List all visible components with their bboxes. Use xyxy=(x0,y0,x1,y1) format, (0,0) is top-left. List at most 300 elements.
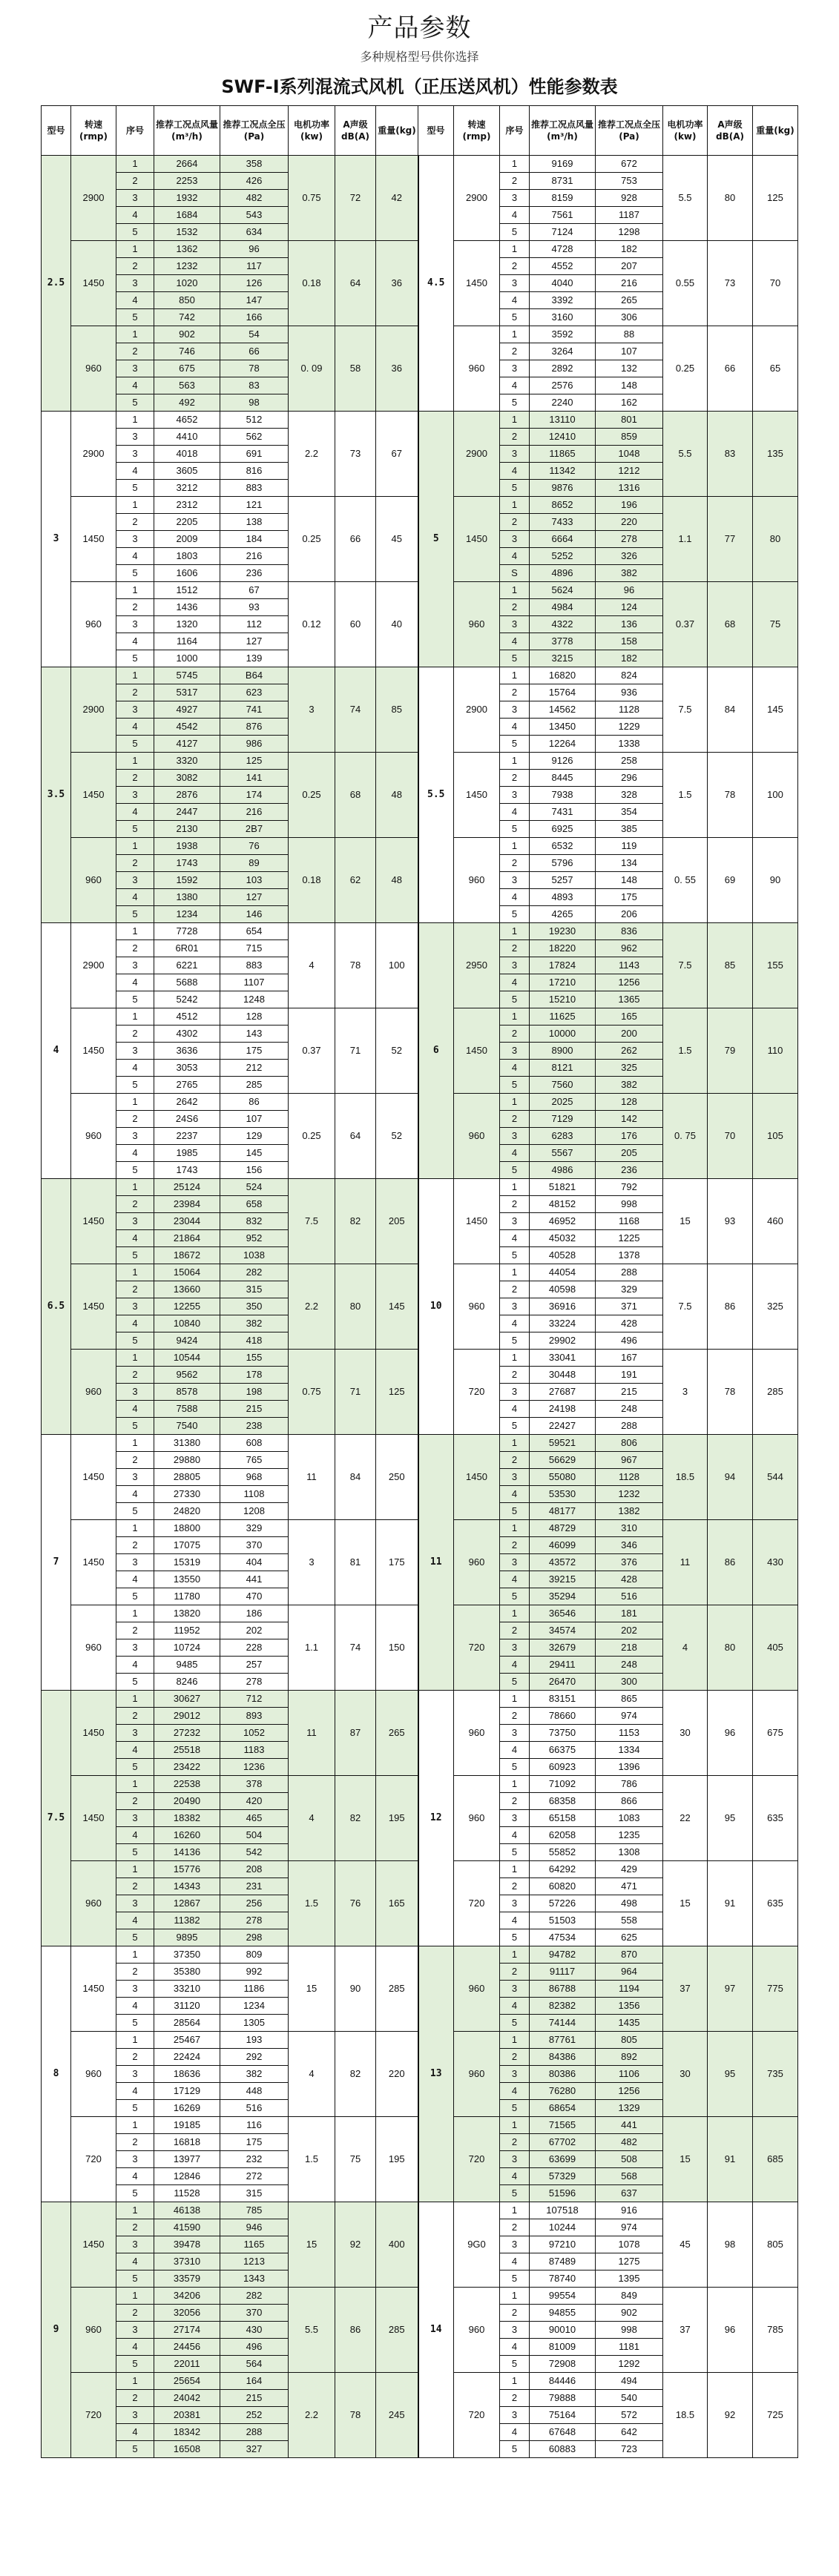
index-cell: 5 xyxy=(500,1077,530,1094)
airflow-cell: 11528 xyxy=(154,2185,220,2202)
index-cell: 2 xyxy=(116,940,154,957)
airflow-cell: 34574 xyxy=(530,1622,596,1639)
airflow-cell: 16260 xyxy=(154,1827,220,1844)
index-cell: 1 xyxy=(500,1008,530,1026)
header-airflow: 推荐工况点风量(m³/h) xyxy=(530,106,596,156)
airflow-cell: 1512 xyxy=(154,582,220,599)
index-cell: 2 xyxy=(116,258,154,275)
pressure-cell: 1078 xyxy=(596,2236,663,2253)
airflow-cell: 8159 xyxy=(530,190,596,207)
airflow-cell: 11952 xyxy=(154,1622,220,1639)
pressure-cell: 1256 xyxy=(596,974,663,991)
table-row xyxy=(42,156,798,173)
index-cell: 1 xyxy=(116,1264,154,1281)
airflow-cell: 25518 xyxy=(154,1742,220,1759)
pressure-cell: 1365 xyxy=(596,991,663,1008)
airflow-cell: 3053 xyxy=(154,1060,220,1077)
airflow-cell: 6R01 xyxy=(154,940,220,957)
pressure-cell: 54 xyxy=(220,326,289,343)
airflow-cell: 2025 xyxy=(530,1094,596,1111)
index-cell: 1 xyxy=(500,1520,530,1537)
noise-cell: 86 xyxy=(708,1264,753,1350)
pressure-cell: 103 xyxy=(220,872,289,889)
airflow-cell: 25467 xyxy=(154,2032,220,2049)
index-cell: 3 xyxy=(116,1554,154,1571)
speed-cell: 720 xyxy=(454,1605,500,1691)
index-cell: 1 xyxy=(500,1776,530,1793)
airflow-cell: 5252 xyxy=(530,548,596,565)
airflow-cell: 67702 xyxy=(530,2134,596,2151)
pressure-cell: 482 xyxy=(596,2134,663,2151)
airflow-cell: 1020 xyxy=(154,275,220,292)
speed-cell: 1450 xyxy=(454,241,500,326)
index-cell: 1 xyxy=(116,1435,154,1452)
index-cell: 5 xyxy=(116,650,154,667)
speed-cell: 9G0 xyxy=(454,2202,500,2288)
airflow-cell: 84386 xyxy=(530,2049,596,2066)
noise-cell: 78 xyxy=(335,923,376,1008)
pressure-cell: 262 xyxy=(596,1043,663,1060)
airflow-cell: 3082 xyxy=(154,770,220,787)
index-cell: 3 xyxy=(500,531,530,548)
weight-cell: 40 xyxy=(376,582,418,667)
header-row xyxy=(42,106,798,156)
weight-cell: 100 xyxy=(753,753,798,838)
speed-cell: 1450 xyxy=(71,1946,116,2032)
index-cell: 2 xyxy=(500,1878,530,1895)
airflow-cell: 1436 xyxy=(154,599,220,616)
airflow-cell: 84446 xyxy=(530,2373,596,2390)
airflow-cell: 79888 xyxy=(530,2390,596,2407)
power-cell: 15 xyxy=(663,1861,708,1946)
airflow-cell: 13660 xyxy=(154,1281,220,1298)
airflow-cell: 4552 xyxy=(530,258,596,275)
index-cell: 5 xyxy=(500,2015,530,2032)
header-speed: 转速(rmp) xyxy=(454,106,500,156)
airflow-cell: 5257 xyxy=(530,872,596,889)
noise-cell: 84 xyxy=(335,1435,376,1520)
index-cell: 1 xyxy=(500,1435,530,1452)
pressure-cell: 1275 xyxy=(596,2253,663,2270)
airflow-cell: 28805 xyxy=(154,1469,220,1486)
pressure-cell: 1292 xyxy=(596,2356,663,2373)
index-cell: 2 xyxy=(500,2049,530,2066)
pressure-cell: 753 xyxy=(596,173,663,190)
pressure-cell: 542 xyxy=(220,1844,289,1861)
weight-cell: 265 xyxy=(376,1691,418,1776)
index-cell: 5 xyxy=(500,394,530,412)
pressure-cell: 127 xyxy=(220,889,289,906)
index-cell: 4 xyxy=(116,633,154,650)
power-cell: 0.37 xyxy=(289,1008,335,1094)
noise-cell: 92 xyxy=(708,2373,753,2458)
index-cell: 5 xyxy=(116,1759,154,1776)
airflow-cell: 18342 xyxy=(154,2424,220,2441)
index-cell: 2 xyxy=(116,1878,154,1895)
pressure-cell: 354 xyxy=(596,804,663,821)
header-noise: A声级dB(A) xyxy=(708,106,753,156)
index-cell: 3 xyxy=(116,1128,154,1145)
pressure-cell: 198 xyxy=(220,1384,289,1401)
power-cell: 3 xyxy=(663,1350,708,1435)
noise-cell: 90 xyxy=(335,1946,376,2032)
airflow-cell: 5242 xyxy=(154,991,220,1008)
index-cell: 2 xyxy=(116,2390,154,2407)
table-row xyxy=(42,412,798,429)
airflow-cell: 97210 xyxy=(530,2236,596,2253)
airflow-cell: 24042 xyxy=(154,2390,220,2407)
pressure-cell: 1208 xyxy=(220,1503,289,1520)
airflow-cell: 8445 xyxy=(530,770,596,787)
index-cell: 1 xyxy=(500,667,530,684)
pressure-cell: 148 xyxy=(596,872,663,889)
index-cell: 4 xyxy=(500,1060,530,1077)
pressure-cell: 986 xyxy=(220,736,289,753)
weight-cell: 725 xyxy=(753,2373,798,2458)
pressure-cell: 127 xyxy=(220,633,289,650)
weight-cell: 70 xyxy=(753,241,798,326)
index-cell: 3 xyxy=(500,360,530,377)
weight-cell: 175 xyxy=(376,1520,418,1605)
index-cell: 2 xyxy=(116,1026,154,1043)
airflow-cell: 18220 xyxy=(530,940,596,957)
pressure-cell: 86 xyxy=(220,1094,289,1111)
pressure-cell: 1048 xyxy=(596,446,663,463)
airflow-cell: 23044 xyxy=(154,1213,220,1230)
noise-cell: 62 xyxy=(335,838,376,923)
index-cell: 4 xyxy=(500,1401,530,1418)
pressure-cell: 288 xyxy=(220,2424,289,2441)
index-cell: 3 xyxy=(500,2407,530,2424)
index-cell: 1 xyxy=(500,326,530,343)
pressure-cell: 175 xyxy=(596,889,663,906)
table-row xyxy=(42,923,798,940)
pressure-cell: 1107 xyxy=(220,974,289,991)
power-cell: 1.5 xyxy=(289,1861,335,1946)
index-cell: 4 xyxy=(500,377,530,394)
airflow-cell: 7433 xyxy=(530,514,596,531)
index-cell: 1 xyxy=(116,1776,154,1793)
airflow-cell: 1743 xyxy=(154,1162,220,1179)
noise-cell: 72 xyxy=(335,156,376,241)
pressure-cell: 1052 xyxy=(220,1725,289,1742)
airflow-cell: 8246 xyxy=(154,1674,220,1691)
airflow-cell: 1743 xyxy=(154,855,220,872)
index-cell: 3 xyxy=(116,275,154,292)
pressure-cell: 329 xyxy=(596,1281,663,1298)
index-cell: 3 xyxy=(500,1043,530,1060)
pressure-cell: 128 xyxy=(596,1094,663,1111)
pressure-cell: 429 xyxy=(596,1861,663,1878)
airflow-cell: 43572 xyxy=(530,1554,596,1571)
speed-cell: 960 xyxy=(71,2288,116,2373)
table-row xyxy=(42,667,798,684)
index-cell: 2 xyxy=(500,855,530,872)
airflow-cell: 2205 xyxy=(154,514,220,531)
pressure-cell: 265 xyxy=(596,292,663,309)
index-cell: 3 xyxy=(116,1639,154,1657)
weight-cell: 100 xyxy=(376,923,418,1008)
airflow-cell: 18636 xyxy=(154,2066,220,2083)
airflow-cell: 16508 xyxy=(154,2441,220,2458)
index-cell: 1 xyxy=(116,582,154,599)
power-cell: 15 xyxy=(663,2117,708,2202)
pressure-cell: 998 xyxy=(596,2322,663,2339)
index-cell: 2 xyxy=(500,1026,530,1043)
pressure-cell: 165 xyxy=(596,1008,663,1026)
pressure-cell: 232 xyxy=(220,2151,289,2168)
header-pressure: 推荐工况点全压(Pa) xyxy=(596,106,663,156)
airflow-cell: 4040 xyxy=(530,275,596,292)
airflow-cell: 14343 xyxy=(154,1878,220,1895)
pressure-cell: 325 xyxy=(596,1060,663,1077)
noise-cell: 58 xyxy=(335,326,376,412)
weight-cell: 285 xyxy=(753,1350,798,1435)
index-cell: 5 xyxy=(500,906,530,923)
power-cell: 15 xyxy=(663,1179,708,1264)
noise-cell: 60 xyxy=(335,582,376,667)
airflow-cell: 1592 xyxy=(154,872,220,889)
airflow-cell: 40598 xyxy=(530,1281,596,1298)
airflow-cell: 57329 xyxy=(530,2168,596,2185)
power-cell: 0. 09 xyxy=(289,326,335,412)
airflow-cell: 75164 xyxy=(530,2407,596,2424)
pressure-cell: 300 xyxy=(596,1674,663,1691)
index-cell: 5 xyxy=(116,565,154,582)
index-cell: 4 xyxy=(500,1571,530,1588)
index-cell: 2 xyxy=(500,1367,530,1384)
index-cell: 5 xyxy=(116,2015,154,2032)
index-cell: 2 xyxy=(116,684,154,701)
noise-cell: 93 xyxy=(708,1179,753,1264)
pressure-cell: 998 xyxy=(596,1196,663,1213)
speed-cell: 2950 xyxy=(454,923,500,1008)
model-cell: 9 xyxy=(42,2202,71,2458)
speed-cell: 1450 xyxy=(454,497,500,582)
pressure-cell: 138 xyxy=(220,514,289,531)
pressure-cell: 482 xyxy=(220,190,289,207)
index-cell: 2 xyxy=(500,1111,530,1128)
speed-cell: 960 xyxy=(71,1350,116,1435)
pressure-cell: 296 xyxy=(596,770,663,787)
airflow-cell: 4512 xyxy=(154,1008,220,1026)
index-cell: 5 xyxy=(500,224,530,241)
index-cell: 1 xyxy=(500,412,530,429)
header-index: 序号 xyxy=(116,106,154,156)
index-cell: 1 xyxy=(116,1094,154,1111)
airflow-cell: 32056 xyxy=(154,2305,220,2322)
airflow-cell: 44054 xyxy=(530,1264,596,1281)
pressure-cell: 962 xyxy=(596,940,663,957)
airflow-cell: 62058 xyxy=(530,1827,596,1844)
index-cell: 5 xyxy=(500,480,530,497)
pressure-cell: 358 xyxy=(220,156,289,173)
speed-cell: 720 xyxy=(454,1861,500,1946)
pressure-cell: 540 xyxy=(596,2390,663,2407)
weight-cell: 405 xyxy=(753,1605,798,1691)
weight-cell: 36 xyxy=(376,326,418,412)
airflow-cell: 10244 xyxy=(530,2219,596,2236)
noise-cell: 78 xyxy=(708,753,753,838)
noise-cell: 76 xyxy=(335,1861,376,1946)
power-cell: 2.2 xyxy=(289,2373,335,2458)
speed-cell: 960 xyxy=(454,1520,500,1605)
airflow-cell: 6532 xyxy=(530,838,596,855)
pressure-cell: 236 xyxy=(596,1162,663,1179)
index-cell: 3 xyxy=(116,1213,154,1230)
airflow-cell: 46099 xyxy=(530,1537,596,1554)
power-cell: 2.2 xyxy=(289,1264,335,1350)
pressure-cell: 428 xyxy=(596,1571,663,1588)
airflow-cell: 36546 xyxy=(530,1605,596,1622)
weight-cell: 250 xyxy=(376,1435,418,1520)
index-cell: 4 xyxy=(116,1401,154,1418)
pressure-cell: 236 xyxy=(220,565,289,582)
weight-cell: 105 xyxy=(753,1094,798,1179)
airflow-cell: 2765 xyxy=(154,1077,220,1094)
speed-cell: 1450 xyxy=(71,2202,116,2288)
airflow-cell: 60883 xyxy=(530,2441,596,2458)
airflow-cell: 37310 xyxy=(154,2253,220,2270)
speed-cell: 1450 xyxy=(454,1435,500,1520)
pressure-cell: 376 xyxy=(596,1554,663,1571)
model-cell: 2.5 xyxy=(42,156,71,412)
pressure-cell: 465 xyxy=(220,1810,289,1827)
airflow-cell: 4652 xyxy=(154,412,220,429)
index-cell: 2 xyxy=(116,514,154,531)
index-cell: 5 xyxy=(116,2270,154,2288)
pressure-cell: 282 xyxy=(220,2288,289,2305)
pressure-cell: 1395 xyxy=(596,2270,663,2288)
index-cell: 3 xyxy=(116,446,154,463)
airflow-cell: 37350 xyxy=(154,1946,220,1964)
page-subtitle: 多种规格型号供你选择 xyxy=(360,50,479,64)
index-cell: 4 xyxy=(116,1060,154,1077)
weight-cell: 195 xyxy=(376,1776,418,1861)
index-cell: 4 xyxy=(116,2168,154,2185)
pressure-cell: 634 xyxy=(220,224,289,241)
noise-cell: 70 xyxy=(708,1094,753,1179)
power-cell: 0.37 xyxy=(663,582,708,667)
pressure-cell: 524 xyxy=(220,1179,289,1196)
airflow-cell: 82382 xyxy=(530,1998,596,2015)
airflow-cell: 3320 xyxy=(154,753,220,770)
index-cell: 5 xyxy=(116,1418,154,1435)
header-pressure: 推荐工况点全压(Pa) xyxy=(220,106,289,156)
index-cell: 2 xyxy=(500,343,530,360)
airflow-cell: 35380 xyxy=(154,1964,220,1981)
weight-cell: 125 xyxy=(753,156,798,241)
index-cell: 5 xyxy=(116,480,154,497)
pressure-cell: 1305 xyxy=(220,2015,289,2032)
noise-cell: 82 xyxy=(335,2032,376,2117)
pressure-cell: 1083 xyxy=(596,1810,663,1827)
airflow-cell: 12264 xyxy=(530,736,596,753)
airflow-cell: 87489 xyxy=(530,2253,596,2270)
speed-cell: 720 xyxy=(71,2373,116,2458)
header-power: 电机功率(kw) xyxy=(663,106,708,156)
airflow-cell: 5688 xyxy=(154,974,220,991)
pressure-cell: 946 xyxy=(220,2219,289,2236)
power-cell: 3 xyxy=(289,667,335,753)
airflow-cell: 2312 xyxy=(154,497,220,514)
pressure-cell: 220 xyxy=(596,514,663,531)
index-cell: 4 xyxy=(500,1145,530,1162)
power-cell: 37 xyxy=(663,2288,708,2373)
pressure-cell: 786 xyxy=(596,1776,663,1793)
pressure-cell: 801 xyxy=(596,412,663,429)
index-cell: 4 xyxy=(116,548,154,565)
speed-cell: 1450 xyxy=(71,497,116,582)
airflow-cell: 78660 xyxy=(530,1708,596,1725)
model-cell: 6.5 xyxy=(42,1179,71,1435)
airflow-cell: 11865 xyxy=(530,446,596,463)
speed-cell: 1450 xyxy=(71,241,116,326)
airflow-cell: 1932 xyxy=(154,190,220,207)
airflow-cell: 14562 xyxy=(530,701,596,719)
pressure-cell: 1168 xyxy=(596,1213,663,1230)
power-cell: 0. 55 xyxy=(663,838,708,923)
index-cell: 5 xyxy=(116,906,154,923)
weight-cell: 205 xyxy=(376,1179,418,1264)
index-cell: 2 xyxy=(116,855,154,872)
speed-cell: 960 xyxy=(71,838,116,923)
index-cell: 3 xyxy=(116,531,154,548)
index-cell: 2 xyxy=(500,1964,530,1981)
pressure-cell: 278 xyxy=(220,1674,289,1691)
index-cell: 4 xyxy=(116,2083,154,2100)
pressure-cell: 892 xyxy=(596,2049,663,2066)
index-cell: 3 xyxy=(116,1043,154,1060)
airflow-cell: 7728 xyxy=(154,923,220,940)
airflow-cell: 11342 xyxy=(530,463,596,480)
index-cell: 4 xyxy=(500,1486,530,1503)
airflow-cell: 29902 xyxy=(530,1332,596,1350)
airflow-cell: 5745 xyxy=(154,667,220,684)
weight-cell: 80 xyxy=(753,497,798,582)
pressure-cell: 1153 xyxy=(596,1725,663,1742)
speed-cell: 960 xyxy=(454,838,500,923)
airflow-cell: 1938 xyxy=(154,838,220,855)
header-index: 序号 xyxy=(500,106,530,156)
pressure-cell: 1316 xyxy=(596,480,663,497)
index-cell: 4 xyxy=(500,1827,530,1844)
airflow-cell: 24S6 xyxy=(154,1111,220,1128)
airflow-cell: 17824 xyxy=(530,957,596,974)
pressure-cell: 378 xyxy=(220,1776,289,1793)
power-cell: 1.5 xyxy=(289,2117,335,2202)
index-cell: 5 xyxy=(116,224,154,241)
pressure-cell: 175 xyxy=(220,2134,289,2151)
noise-cell: 80 xyxy=(708,1605,753,1691)
airflow-cell: 13550 xyxy=(154,1571,220,1588)
index-cell: 2 xyxy=(116,343,154,360)
airflow-cell: 29411 xyxy=(530,1657,596,1674)
airflow-cell: 8731 xyxy=(530,173,596,190)
weight-cell: 65 xyxy=(753,326,798,412)
index-cell: 5 xyxy=(500,309,530,326)
index-cell: 2 xyxy=(500,2134,530,2151)
weight-cell: 285 xyxy=(376,2288,418,2373)
index-cell: 4 xyxy=(116,1230,154,1247)
pressure-cell: 215 xyxy=(220,1401,289,1418)
airflow-cell: 15776 xyxy=(154,1861,220,1878)
airflow-cell: 492 xyxy=(154,394,220,412)
airflow-cell: 1803 xyxy=(154,548,220,565)
pressure-cell: 1382 xyxy=(596,1503,663,1520)
airflow-cell: 12846 xyxy=(154,2168,220,2185)
index-cell: 1 xyxy=(500,1691,530,1708)
